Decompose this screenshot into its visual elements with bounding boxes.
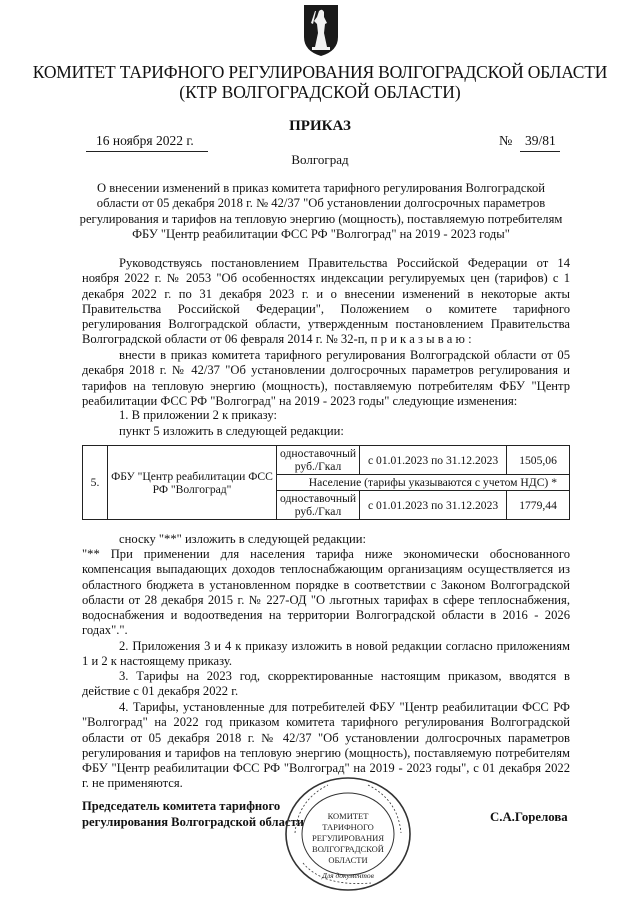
coat-of-arms-icon [302, 3, 340, 57]
doc-type: ПРИКАЗ [289, 118, 351, 134]
stamp-text: ВОЛГОГРАДСКОЙ [312, 844, 384, 854]
stamp-text: ТАРИФНОГО [322, 822, 374, 832]
order-number: 39/81 [525, 133, 556, 148]
table-row [83, 446, 570, 475]
unit-cell: одноставочный руб./Гкал [277, 491, 360, 520]
amendment-paragraph: внести в приказ комитета тарифного регулирования Волгоградской области от 05 декабря 2018 г. № 42/37 "Об установлении долгосрочных параметров регулирования и тарифов на тепловую энергию (мощность), поставляемую потребителям ФБУ "Центр реабилитации ФСС РФ "Волгоград" на 2019 - 2023 годы" следующие изменения: [82, 348, 570, 408]
position-line: Председатель комитета тарифного [82, 799, 281, 813]
stamp-text: ОБЛАСТИ [328, 855, 368, 865]
signatory-position [82, 798, 304, 830]
signatory-name: С.А.Горелова [490, 810, 568, 824]
number-sign: № [499, 134, 513, 149]
order-subject [74, 181, 568, 242]
subject-line: области от 05 декабря 2018 г. № 42/37 "Об установлении долгосрочных параметров [96, 196, 546, 211]
stamp-text: Для документов [322, 871, 374, 880]
stamp-text: РЕГУЛИРОВАНИЯ [312, 833, 384, 843]
unit-cell: одноставочный руб./Гкал [277, 446, 360, 475]
period-cell: с 01.01.2023 по 31.12.2023 [360, 491, 507, 520]
city: Волгоград [291, 152, 349, 167]
tariff-table [82, 445, 570, 520]
official-stamp [283, 775, 413, 893]
order-date: 16 ноября 2022 г. [96, 133, 194, 148]
item-4: 4. Тарифы, установленные для потребителей ФБУ "Центр реабилитации ФСС РФ "Волгоград" на 2022 год приказом комитета тарифного регулирования Волгоградской области от 05 декабря 2018 г. № 42/37 "Об установлении долгосрочных параметров регулирования и тарифов на тепловую энергию (мощность), поставляемую потребителям ФБУ "Центр реабилитации ФСС РФ "Волгоград" на 2019 - 2023 годы", с 01 декабря 2022 г. не применяются. [82, 700, 570, 791]
item-1: 1. В приложении 2 к приказу: [119, 408, 278, 422]
org-cell: ФБУ "Центр реабилитации ФСС РФ "Волгоград" [108, 446, 277, 520]
stamp-text: КОМИТЕТ [327, 811, 369, 821]
footnote-intro: сноску "**" изложить в следующей редакции: [119, 532, 366, 546]
footnote-text: "** При применении для населения тарифа ниже экономически обоснованного компенсация выпадающих доходов теплоснабжающим организациям осуществляется из областного бюджета в установленном порядке в соответствии с Законом Волгоградской области от 28 декабря 2015 г. № 227-ОД "О льготных тарифах в сфере теплоснабжения, водоснабжения и водоотведения на территории Волгоградской области в 2016 - 2026 годах".". [82, 547, 570, 638]
org-name-line1: КОМИТЕТ ТАРИФНОГО РЕГУЛИРОВАНИЯ ВОЛГОГРАДСКОЙ ОБЛАСТИ [32, 62, 608, 82]
value-cell: 1505,06 [507, 446, 570, 475]
preamble-paragraph: Руководствуясь постановлением Правительства Российской Федерации от 14 ноября 2022 г. № 2053 "Об особенностях индексации регулируемых цен (тарифов) с 1 декабря 2022 г. по 31 декабря 2023 г. и о внесении изменений в некоторые акты Правительства Российской Федерации", Положением о комитете тарифного регулирования Волгоградской области, утвержденным постановлением Правительства Волгоградской области от 06 февраля 2014 г. № 32-п, п р и к а з ы в а ю : [82, 256, 570, 347]
population-note: Население (тарифы указываются с учетом НДС) * [277, 475, 570, 491]
position-line: регулирования Волгоградской области [82, 815, 304, 829]
item-1-sub: пункт 5 изложить в следующей редакции: [119, 424, 344, 438]
subject-line: О внесении изменений в приказ комитета тарифного регулирования Волгоградской [96, 181, 546, 195]
subject-line: регулирования и тарифов на тепловую энергию (мощность), поставляемую потребителям [79, 211, 563, 226]
value-cell: 1779,44 [507, 491, 570, 520]
item-3: 3. Тарифы на 2023 год, скорректированные настоящим приказом, вводятся в действие с 01 декабря 2022 г. [82, 669, 570, 699]
org-name-line2: (КТР ВОЛГОГРАДСКОЙ ОБЛАСТИ) [179, 82, 461, 102]
item-2: 2. Приложения 3 и 4 к приказу изложить в новой редакции согласно приложениям 1 и 2 к настоящему приказу. [82, 639, 570, 669]
row-number: 5. [83, 446, 108, 520]
subject-line: ФБУ "Центр реабилитации ФСС РФ "Волгоград" на 2019 - 2023 годы" [132, 226, 510, 241]
period-cell: с 01.01.2023 по 31.12.2023 [360, 446, 507, 475]
